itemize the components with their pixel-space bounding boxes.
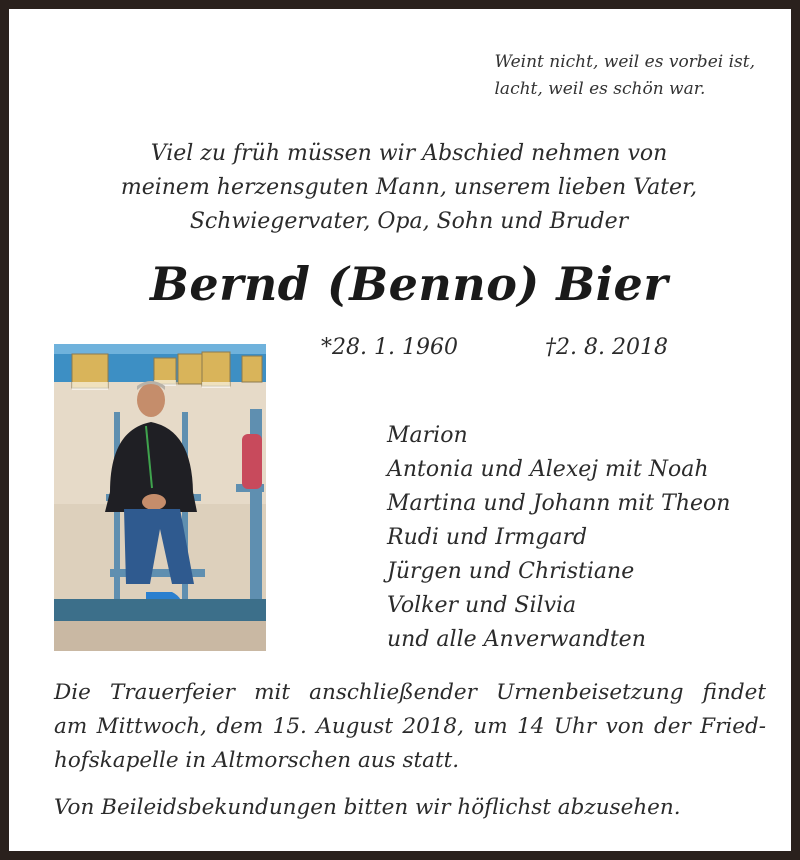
service-line-2: am Mittwoch, dem 15. August 2018, um 14 Uhr von der Fried- [54, 714, 766, 739]
service-announcement [54, 676, 766, 778]
service-line-3: hofskapelle in Altmorschen aus statt. [54, 748, 460, 773]
family-member: Marion [387, 423, 468, 448]
motto-line-1: Weint nicht, weil es vorbei ist, [494, 52, 755, 72]
family-member: Antonia und Alexej mit Noah [387, 457, 709, 482]
family-member: Martina und Johann mit Theon [387, 491, 731, 516]
service-line-1: Die Trauerfeier mit anschließender Urnenbeisetzung findet [54, 680, 766, 705]
family-list [387, 419, 730, 657]
deceased-name: Bernd (Benno) Bier [149, 257, 669, 311]
closing-note: Von Beileidsbekundungen bitten wir höflichst abzusehen. [54, 795, 681, 820]
family-member: und alle Anverwandten [387, 627, 646, 652]
birth-date: *28. 1. 1960 [321, 335, 458, 360]
intro-text [9, 137, 800, 239]
motto-quote [495, 49, 756, 103]
intro-line-2: meinem herzensguten Mann, unserem lieben Vater, [120, 175, 698, 200]
intro-line-1: Viel zu früh müssen wir Abschied nehmen von [150, 141, 668, 166]
intro-line-3: Schwiegervater, Opa, Sohn und Bruder [189, 209, 629, 234]
family-member: Jürgen und Christiane [387, 559, 635, 584]
death-date: †2. 8. 2018 [545, 335, 668, 360]
portrait-photo [54, 344, 266, 651]
family-member: Volker und Silvia [387, 593, 577, 618]
family-member: Rudi und Irmgard [387, 525, 588, 550]
motto-line-2: lacht, weil es schön war. [494, 79, 706, 99]
